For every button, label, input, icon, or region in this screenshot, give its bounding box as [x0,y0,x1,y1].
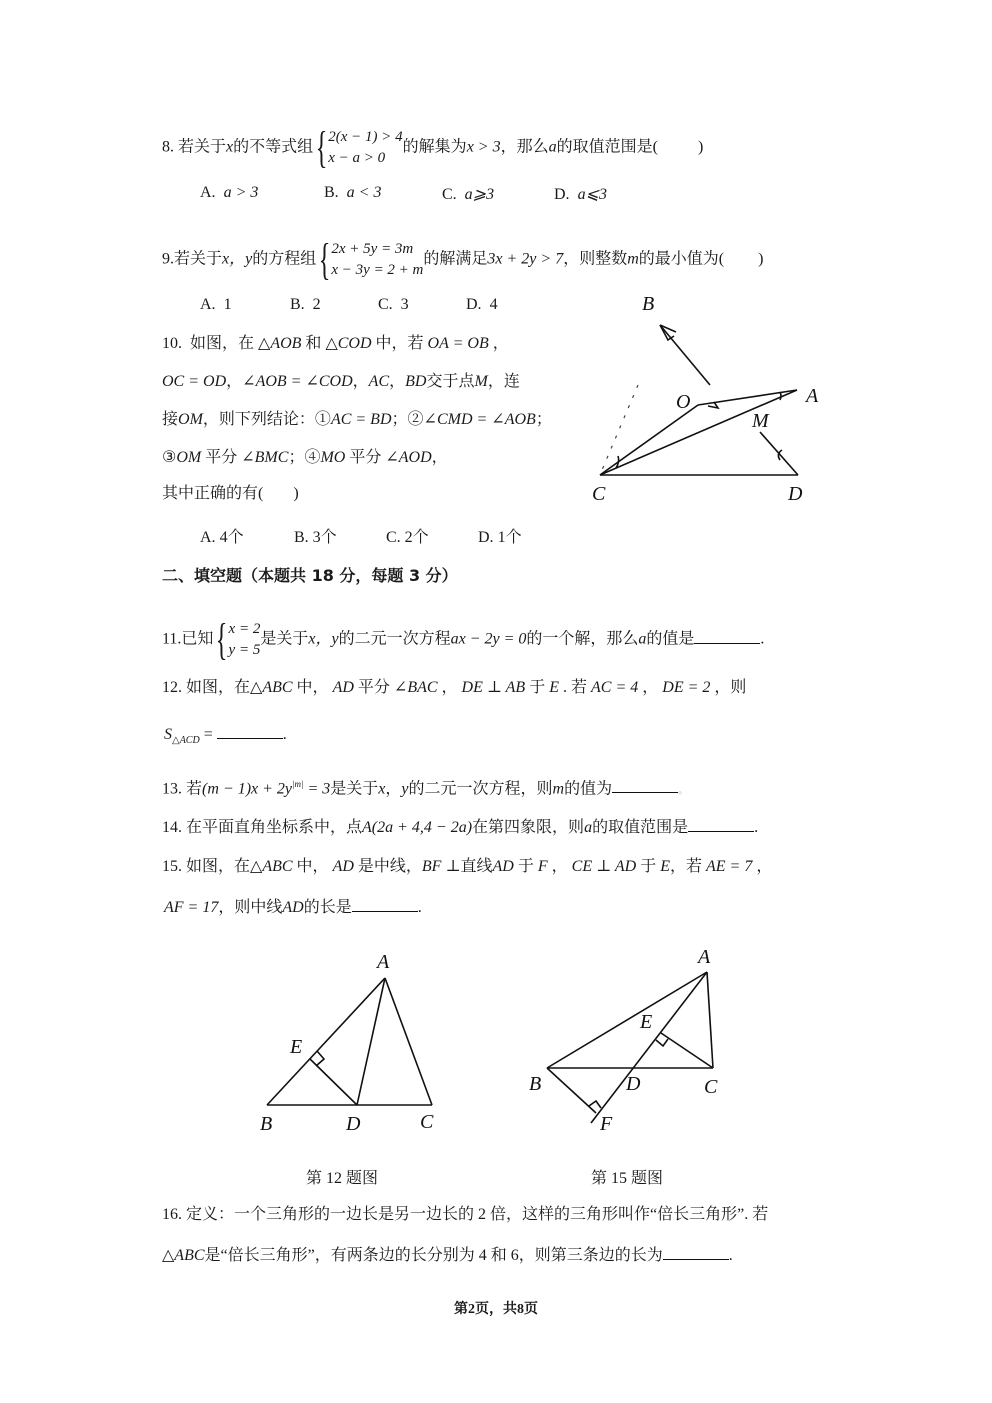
option-label: A. [200,296,216,313]
question-number: 11. [162,630,182,648]
math-expr: △ABC [162,1247,205,1264]
question-text: 若关于 [178,138,227,156]
question-16-line-2 [162,1245,733,1266]
answer-blank[interactable] [694,629,760,644]
label-e: E [640,1011,653,1033]
question-12-line-1 [162,678,746,698]
label-b: B [642,293,655,315]
math-expr: (m − 1)x + 2y [202,780,293,798]
system-line-2: y = 5 [228,642,261,658]
option-label: D. [554,186,570,203]
q8-option-a[interactable] [200,184,258,202]
question-text: 的二元一次方程 [338,630,451,648]
segment-ac [707,972,713,1068]
q10-option-b[interactable] [294,524,337,547]
math-var: x，y [308,630,339,648]
question-text: 若 [186,780,203,798]
punct: . [417,899,422,916]
math-expr: BD [405,373,427,390]
math-expr: AD [332,679,354,696]
system-line-2: x − a > 0 [328,150,386,166]
q9-option-c[interactable] [378,296,409,314]
option-value: 2个 [404,529,429,546]
answer-blank[interactable] [612,778,678,793]
question-text: 直线 [460,858,493,875]
label-d: D [346,1113,361,1135]
question-text: ，那么 [500,138,549,156]
segment-ab [267,978,385,1105]
label-b: B [260,1113,273,1135]
answer-paren: ) [758,250,764,268]
math-var: a [584,819,593,836]
question-text: 的解集为 [402,138,467,156]
question-text: 是关于 [260,630,309,648]
option-value: 4 [489,296,498,313]
question-number: 13. [162,780,182,798]
math-expr: AC = 4 [591,679,639,696]
math-var: y [401,780,409,798]
math-expr: 3x + 2y > 7 [487,250,564,268]
fig15-figure [520,945,740,1145]
question-text: 平分 [349,449,382,466]
math-expr: AC = BD [330,411,392,428]
question-text: 其中正确的有( [162,485,264,502]
question-text: 已知 [181,630,214,648]
question-number: 16. [162,1206,182,1223]
option-value: 1 [223,296,232,313]
system-brace: {2x + 5y = 3m x − 3y = 2 + m [319,235,424,284]
question-13 [162,774,688,801]
system-line-1: x = 2 [228,621,261,637]
question-text: 于 [517,858,534,875]
question-text: ，则下列结论： [202,411,315,428]
question-text: 于 [529,679,546,696]
question-number: 12. [162,679,182,696]
math-superscript: |m| [292,779,304,789]
math-expr: OM [178,411,203,428]
conclusion-marker: ① [314,411,331,428]
segment-oa [698,390,797,405]
question-text: 定义：一个三角形的一边长是另一边长的 2 倍，这样的三角形叫作“倍长三角形”. 若 [186,1206,769,1223]
conclusion-marker: ② [407,411,424,428]
punct: ， [642,679,659,696]
math-var: x [226,138,234,156]
question-10-line-5 [162,484,299,504]
math-expr: AD [332,858,354,875]
option-value: 3个 [312,529,337,546]
answer-blank[interactable] [217,724,283,739]
option-value: a⩽3 [577,186,607,203]
label-a: A [377,951,390,973]
segment-ce [661,1033,713,1068]
right-angle-mark-e [656,1039,668,1046]
math-var: a [638,630,647,648]
punct: ； [535,411,552,428]
math-expr: AC [368,373,390,390]
answer-blank[interactable] [663,1245,729,1260]
math-expr: ∠AOD [385,449,432,466]
question-text: 平分 [205,449,238,466]
option-label: C. [378,296,393,313]
option-label: D. [466,296,482,313]
answer-paren: ) [293,485,299,502]
system-line-1: 2x + 5y = 3m [331,241,414,257]
math-expr: = [203,726,213,743]
punct: . [754,819,759,836]
question-text: 接 [162,411,179,428]
math-var: a [548,138,557,156]
label-c: C [592,483,606,505]
q9-option-a[interactable] [200,296,232,314]
punct: ， [226,373,243,390]
right-angle-mark [316,1051,324,1066]
question-text: 中，若 [375,335,424,352]
math-expr: DE = 2 [662,679,711,696]
segment-ac [385,978,432,1105]
math-expr: ax − 2y = 0 [450,630,527,648]
math-expr: ∠BAC [393,679,438,696]
label-a: A [698,946,711,968]
question-15-line-2 [164,897,422,918]
math-expr: AF = 17 [164,899,219,916]
option-label: B. [290,296,305,313]
question-text: 在平面直角坐标系中，点 [186,819,363,836]
segment-co [600,405,698,475]
option-label: A. [200,184,216,201]
q9-option-d[interactable] [466,296,498,314]
question-text: 在第四象限，则 [472,819,585,836]
system-brace: {2(x − 1) > 4 x − a > 0 [315,123,403,172]
segment-ob [660,325,710,385]
label-d: D [626,1073,641,1095]
answer-paren: ) [697,138,704,156]
answer-blank[interactable] [688,817,754,832]
math-var: S [164,726,172,743]
question-text: ，则中线 [218,899,283,916]
math-var: x [378,780,386,798]
math-subscript: △ACD [172,735,200,747]
math-expr: △ABC [250,858,293,875]
punct: ， [431,449,448,466]
label-b: B [529,1073,542,1095]
punct: . [282,726,287,743]
question-text: . 若 [562,679,587,696]
segment-ad [357,978,385,1105]
punct: ； [288,449,305,466]
question-9 [162,235,764,284]
math-expr: ∠BMC [241,449,289,466]
math-var: E [660,858,670,875]
math-expr: BF ⊥ [421,858,461,875]
q8-option-c[interactable] [442,184,494,204]
question-text: 的二元一次方程，则 [408,780,553,798]
option-label: B. [324,184,339,201]
math-var: m [552,780,565,798]
label-d: D [788,483,803,505]
segment-ca [600,390,797,475]
label-f: F [600,1113,613,1135]
option-label: C. [442,186,457,203]
segment-ab [547,972,707,1068]
q10-option-c[interactable] [386,524,429,547]
math-expr: = 3 [303,780,331,798]
punct: ； [391,411,408,428]
q9-option-b[interactable] [290,296,321,314]
math-expr: x > 3 [466,138,501,156]
question-text: 的值是 [646,630,695,648]
system-line-1: 2(x − 1) > 4 [328,129,403,145]
question-text: 的解满足 [423,250,488,268]
question-text: 的取值范围是 [592,819,689,836]
label-e: E [290,1036,303,1058]
option-value: a > 3 [223,184,259,201]
dashed-line [602,385,638,470]
question-text: 是关于 [330,780,379,798]
option-value: 2 [312,296,321,313]
math-expr: AE = 7 [706,858,753,875]
question-number: 14. [162,819,182,836]
question-text: 是中线， [357,858,422,875]
option-value: a⩾3 [464,186,495,203]
option-label: C. [386,529,401,546]
option-label: B. [294,529,309,546]
math-var: m [627,250,639,268]
question-text: ，若 [669,858,702,875]
question-8 [162,123,704,172]
punct: ， [389,373,406,390]
question-text: 中， [296,679,329,696]
question-14 [162,817,758,838]
math-expr: △COD [325,335,372,352]
math-expr: AD [492,858,514,875]
math-expr: OA = OB [427,335,489,352]
math-expr: OM [176,449,202,466]
math-expr: AD [282,899,304,916]
answer-blank[interactable] [352,897,418,912]
punct: . [760,630,765,648]
question-text: ，则 [714,679,747,696]
question-text: ，连 [487,373,520,390]
fig15-caption: 第 15 题图 [591,1170,664,1187]
punct: ， [385,780,402,798]
question-text: 的值为 [564,780,613,798]
label-o: O [676,391,691,413]
math-var: M [474,373,488,390]
question-number: 15. [162,858,182,875]
segment-af [591,972,707,1123]
option-value: a < 3 [346,184,382,201]
question-10-line-3 [162,410,552,430]
punct: ， [352,373,369,390]
math-expr: MO [320,449,346,466]
math-expr: CE ⊥ AD [571,858,637,875]
question-16-line-1 [162,1205,768,1225]
math-expr: ∠CMD = ∠AOB [423,411,536,428]
math-expr: DE ⊥ AB [461,679,526,696]
system-line-2: x − 3y = 2 + m [331,262,424,278]
option-value: 1个 [497,529,522,546]
conclusion-marker: ③ [162,449,177,466]
q10-figure [580,293,840,510]
punct: ， [441,679,458,696]
option-value: 4个 [219,529,244,546]
option-label: D. [478,529,494,546]
math-expr: ∠AOB = ∠COD [242,373,353,390]
math-expr: A(2a + 4,4 − 2a) [362,819,473,836]
math-expr: △AOB [258,335,302,352]
question-text: 中， [296,858,329,875]
question-15-line-1 [162,857,772,877]
conclusion-marker: ④ [304,449,321,466]
question-10-line-1 [162,334,509,354]
math-expr: △ABC [250,679,293,696]
question-number: 8. [162,138,174,156]
question-text: ，则整数 [563,250,628,268]
question-12-line-2 [164,724,287,751]
label-a: A [806,385,819,407]
question-text: 于 [640,858,657,875]
fig12-caption: 第 12 题图 [306,1170,379,1187]
system-brace: {x = 2 y = 5 [216,615,261,664]
math-var: F [537,858,548,875]
question-10-line-2 [162,372,520,392]
question-text: 若关于 [174,250,223,268]
option-label: A. [200,529,216,546]
question-text: 是“倍长三角形”，有两条边的长分别为 4 和 6，则第三条边的长为 [204,1247,663,1264]
q8-option-b[interactable] [324,184,381,202]
punct: ， [551,858,568,875]
question-11 [162,615,765,664]
question-text: 的不等式组 [233,138,314,156]
question-text: 如图，在 [190,335,255,352]
question-number: 10. [162,335,182,352]
punct: ， [492,335,509,352]
label-m: M [752,410,769,432]
option-value: 3 [400,296,409,313]
section-heading: 二、填空题（本题共 18 分，每题 3 分） [162,566,458,585]
label-c: C [704,1076,718,1098]
page-footer: 第2页，共8页 [454,1302,538,1317]
question-text: 交于点 [426,373,475,390]
question-text: 的最小值为( [638,250,725,268]
question-10-line-4 [162,448,448,468]
q10-option-d[interactable] [478,524,522,547]
math-expr: OC = OD [162,373,227,390]
q10-option-a[interactable] [200,524,244,547]
question-text: 的一个解，那么 [526,630,639,648]
question-text: 如图，在 [186,679,251,696]
math-var: x，y [222,250,253,268]
question-text: 的取值范围是( [556,138,658,156]
question-text: 如图，在 [186,858,251,875]
punct: 。 [678,785,689,797]
punct: . [728,1247,733,1264]
math-var: E [549,679,559,696]
q8-option-d[interactable] [554,184,607,204]
right-angle-mark-f [589,1101,601,1108]
question-text: 和 [305,335,322,352]
question-text: 的方程组 [252,250,317,268]
label-c: C [420,1111,434,1133]
segment-bf [547,1068,596,1113]
question-text: 的长是 [303,899,352,916]
question-number: 9. [162,250,174,268]
angle-mark-a [780,392,781,400]
fig12-figure [240,945,460,1145]
punct: ， [756,858,773,875]
question-text: 平分 [357,679,390,696]
